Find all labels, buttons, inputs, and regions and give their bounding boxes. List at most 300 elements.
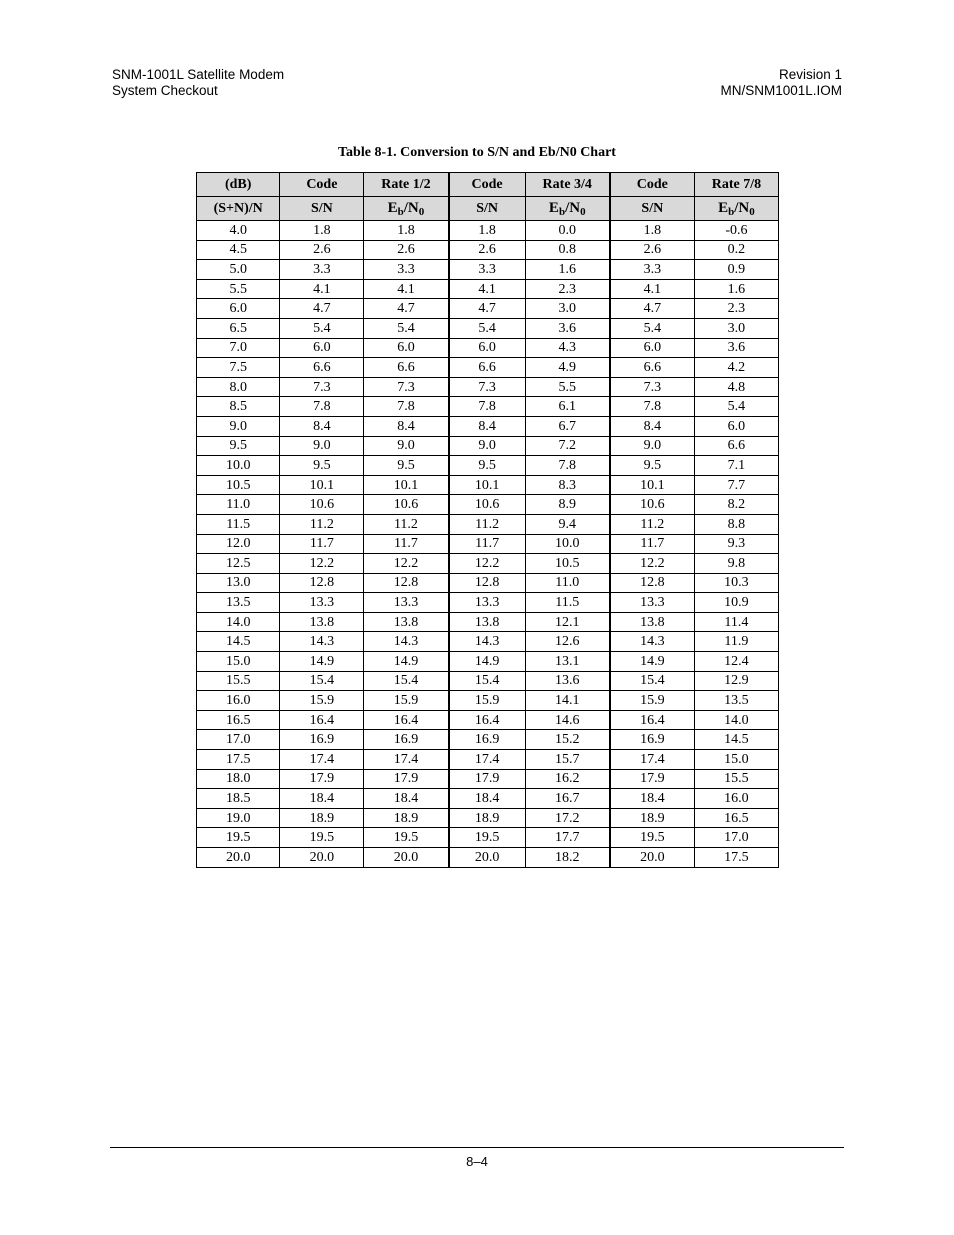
table-cell: 0.8 [525,240,610,260]
table-cell: 6.6 [449,358,526,378]
footer-rule [110,1147,844,1148]
table-cell: 12.8 [610,573,695,593]
table-cell: 12.2 [364,554,449,574]
table-cell: 20.0 [197,848,280,868]
table-cell: 3.3 [364,260,449,280]
header-cell: (dB) [197,173,280,197]
table-cell: 4.7 [610,299,695,319]
table-cell: 1.8 [364,221,449,241]
table-cell: 15.0 [694,750,778,770]
ebn0-e: E [548,199,559,216]
table-body [197,221,779,868]
table-cell: 14.6 [525,710,610,730]
table-row [197,260,779,280]
table-cell: 4.9 [525,358,610,378]
table-cell: 5.4 [610,318,695,338]
table-cell: 20.0 [610,848,695,868]
table-cell: 12.4 [694,652,778,672]
table-cell: 19.5 [449,828,526,848]
table-cell: 9.3 [694,534,778,554]
table-cell: 12.0 [197,534,280,554]
table-row [197,279,779,299]
table-cell: 6.6 [610,358,695,378]
table-cell: 3.3 [280,260,364,280]
table-cell: 7.7 [694,475,778,495]
table-cell: 10.6 [280,495,364,515]
table-cell: 12.8 [364,573,449,593]
table-cell: 2.3 [694,299,778,319]
table-row [197,769,779,789]
table-cell: 13.8 [449,612,526,632]
table-row [197,318,779,338]
chapter-title: System Checkout [112,83,218,98]
table-row [197,593,779,613]
table-cell: 10.3 [694,573,778,593]
table-row [197,358,779,378]
table-row [197,730,779,750]
table-row [197,789,779,809]
header-cell: Rate 1/2 [364,173,449,197]
table-cell: 13.8 [280,612,364,632]
table-cell: 6.7 [525,416,610,436]
table-cell: 17.9 [280,769,364,789]
table-cell: 15.4 [280,671,364,691]
table-cell: 11.2 [610,514,695,534]
table-cell: 19.5 [197,828,280,848]
table-cell: 11.9 [694,632,778,652]
table-cell: 11.0 [197,495,280,515]
table-cell: 14.1 [525,691,610,711]
table-cell: 1.8 [449,221,526,241]
table-cell: 9.0 [364,436,449,456]
table-cell: 2.6 [364,240,449,260]
table-cell: 9.5 [280,456,364,476]
table-cell: 14.3 [364,632,449,652]
table-cell: 14.9 [364,652,449,672]
table-cell: 17.4 [364,750,449,770]
table-cell: 4.1 [364,279,449,299]
table-cell: 20.0 [280,848,364,868]
table-cell: 7.5 [197,358,280,378]
table-cell: 15.4 [364,671,449,691]
table-cell: 0.0 [525,221,610,241]
table-cell: 6.5 [197,318,280,338]
table-cell: 20.0 [364,848,449,868]
header-cell [694,197,778,221]
table-cell: 10.1 [610,475,695,495]
table-cell: 12.9 [694,671,778,691]
ebn0-e: E [387,199,398,216]
table-cell: 8.4 [610,416,695,436]
table-cell: 14.9 [449,652,526,672]
table-cell: 10.6 [610,495,695,515]
table-cell: 8.9 [525,495,610,515]
table-row [197,671,779,691]
table-cell: 15.9 [280,691,364,711]
table-cell: 16.0 [694,789,778,809]
header-cell [525,197,610,221]
header-cell: S/N [449,197,526,221]
table-cell: 11.7 [449,534,526,554]
table-cell: 17.0 [694,828,778,848]
table-cell: 7.8 [364,397,449,417]
table-row [197,456,779,476]
table-cell: 13.0 [197,573,280,593]
table-cell: 17.9 [449,769,526,789]
table-cell: 14.0 [197,612,280,632]
table-cell: 4.7 [280,299,364,319]
table-cell: 2.6 [449,240,526,260]
table-row [197,612,779,632]
table-cell: 18.2 [525,848,610,868]
table-cell: 9.5 [610,456,695,476]
table-row [197,750,779,770]
table-cell: 16.9 [364,730,449,750]
ebn0-sub-b: b [397,205,404,218]
table-cell: 8.4 [364,416,449,436]
header-row-1 [197,173,779,197]
table-cell: 4.7 [364,299,449,319]
table-cell: 17.0 [197,730,280,750]
table-cell: 16.5 [197,710,280,730]
ebn0-sub-0: 0 [749,205,755,218]
header-row-2 [197,197,779,221]
table-cell: 11.7 [610,534,695,554]
table-cell: 18.4 [280,789,364,809]
table-cell: 4.3 [525,338,610,358]
table-cell: 12.8 [280,573,364,593]
table-cell: 8.3 [525,475,610,495]
table-cell: 14.9 [280,652,364,672]
table-cell: 10.1 [449,475,526,495]
table-cell: 15.9 [449,691,526,711]
table-cell: 2.6 [610,240,695,260]
table-cell: 13.8 [364,612,449,632]
table-cell: 14.9 [610,652,695,672]
table-cell: 11.7 [364,534,449,554]
header-cell: Code [610,173,695,197]
table-cell: 17.7 [525,828,610,848]
table-cell: 16.4 [364,710,449,730]
table-cell: 3.6 [694,338,778,358]
table-cell: 6.0 [197,299,280,319]
table-cell: 12.5 [197,554,280,574]
table-row [197,534,779,554]
table-row [197,338,779,358]
table-cell: 1.8 [610,221,695,241]
table-cell: 7.3 [280,377,364,397]
table-row [197,436,779,456]
table-cell: 6.6 [694,436,778,456]
table-cell: 8.4 [280,416,364,436]
table-cell: 14.0 [694,710,778,730]
table-cell: 10.5 [197,475,280,495]
table-cell: 19.5 [280,828,364,848]
table-cell: 5.4 [449,318,526,338]
table-cell: 4.0 [197,221,280,241]
table-cell: 15.0 [197,652,280,672]
table-cell: 15.2 [525,730,610,750]
table-cell: 1.6 [694,279,778,299]
table-cell: 9.8 [694,554,778,574]
table-cell: 0.2 [694,240,778,260]
running-header-left [112,67,284,99]
table-cell: 7.0 [197,338,280,358]
table-row [197,691,779,711]
table-cell: 18.9 [280,808,364,828]
page-number: 8–4 [466,1154,488,1169]
table-row [197,514,779,534]
table-row [197,848,779,868]
table-cell: 11.5 [197,514,280,534]
ebn0-sub-0: 0 [418,205,425,218]
table-cell: 12.2 [449,554,526,574]
table-cell: 3.3 [610,260,695,280]
table-cell: 8.5 [197,397,280,417]
revision-label: Revision 1 [778,67,842,82]
table-cell: 4.1 [449,279,526,299]
table-cell: 16.7 [525,789,610,809]
table-cell: 6.6 [364,358,449,378]
table-cell: 8.4 [449,416,526,436]
table-cell: 17.4 [610,750,695,770]
table-cell: 16.0 [197,691,280,711]
table-cell: 6.0 [364,338,449,358]
table-cell: 5.5 [197,279,280,299]
header-cell: Rate 3/4 [525,173,610,197]
table-cell: 16.4 [449,710,526,730]
table-cell: 18.0 [197,769,280,789]
table-cell: 9.0 [610,436,695,456]
table-cell: 7.8 [280,397,364,417]
table-cell: 18.9 [610,808,695,828]
table-cell: 13.3 [610,593,695,613]
table-cell: 12.2 [280,554,364,574]
table-cell: 9.0 [449,436,526,456]
table-cell: 10.9 [694,593,778,613]
table-cell: 7.8 [610,397,695,417]
table-cell: 15.4 [449,671,526,691]
table-cell: 14.3 [610,632,695,652]
document-number: MN/SNM1001L.IOM [720,83,842,98]
ebn0-sub-b: b [728,205,735,218]
table-row [197,573,779,593]
table-row [197,554,779,574]
table-cell: 6.0 [280,338,364,358]
table-cell: 11.0 [525,573,610,593]
table-cell: 7.8 [449,397,526,417]
table-row [197,240,779,260]
table-cell: 5.4 [280,318,364,338]
table-row [197,475,779,495]
table-cell: 6.6 [280,358,364,378]
table-cell: 12.2 [610,554,695,574]
table-cell: 14.5 [694,730,778,750]
table-cell: 9.5 [449,456,526,476]
table-cell: 10.1 [280,475,364,495]
table-cell: -0.6 [694,221,778,241]
table-cell: 18.4 [610,789,695,809]
table-cell: 8.8 [694,514,778,534]
table-row [197,221,779,241]
table-cell: 10.6 [449,495,526,515]
table-cell: 10.0 [525,534,610,554]
table-cell: 12.6 [525,632,610,652]
table-cell: 19.5 [364,828,449,848]
table-cell: 15.4 [610,671,695,691]
table-cell: 17.9 [610,769,695,789]
table-cell: 9.5 [364,456,449,476]
table-cell: 11.2 [364,514,449,534]
table-cell: 13.1 [525,652,610,672]
table-cell: 7.3 [364,377,449,397]
table-cell: 15.5 [694,769,778,789]
table-cell: 13.6 [525,671,610,691]
table-cell: 5.0 [197,260,280,280]
table-cell: 0.9 [694,260,778,280]
table-cell: 11.2 [280,514,364,534]
ebn0-n: /N [734,199,750,216]
table-cell: 18.9 [449,808,526,828]
ebn0-sub-0: 0 [580,205,586,218]
table-cell: 17.2 [525,808,610,828]
table-cell: 15.9 [364,691,449,711]
table-cell: 18.4 [449,789,526,809]
table-row [197,299,779,319]
table-cell: 9.0 [197,416,280,436]
table-cell: 15.5 [197,671,280,691]
table-cell: 1.8 [280,221,364,241]
table-cell: 3.0 [525,299,610,319]
table-cell: 3.3 [449,260,526,280]
table-cell: 8.0 [197,377,280,397]
table-cell: 14.3 [280,632,364,652]
table-cell: 6.1 [525,397,610,417]
table-cell: 11.2 [449,514,526,534]
table-cell: 7.3 [610,377,695,397]
table-cell: 9.0 [280,436,364,456]
table-cell: 5.4 [364,318,449,338]
header-cell [364,197,449,221]
header-cell: Code [449,173,526,197]
table-cell: 9.5 [197,436,280,456]
table-cell: 12.1 [525,612,610,632]
table-cell: 3.6 [525,318,610,338]
ebn0-n: /N [403,199,419,216]
table-row [197,397,779,417]
table-row [197,632,779,652]
table-cell: 4.1 [610,279,695,299]
table-row [197,416,779,436]
table-cell: 4.8 [694,377,778,397]
table-cell: 6.0 [610,338,695,358]
ebn0-sub-b: b [558,205,566,218]
table-cell: 17.5 [694,848,778,868]
table-row [197,808,779,828]
table-cell: 2.3 [525,279,610,299]
table-cell: 17.4 [280,750,364,770]
table-cell: 3.0 [694,318,778,338]
table-cell: 16.4 [610,710,695,730]
table-cell: 20.0 [449,848,526,868]
table-cell: 7.8 [525,456,610,476]
table-header [197,173,779,221]
table-cell: 19.5 [610,828,695,848]
table-row [197,495,779,515]
header-cell: S/N [280,197,364,221]
table-cell: 14.3 [449,632,526,652]
table-cell: 17.4 [449,750,526,770]
table-cell: 2.6 [280,240,364,260]
running-header-right [720,67,842,99]
table-row [197,652,779,672]
table-cell: 10.0 [197,456,280,476]
table-row [197,377,779,397]
table-cell: 16.4 [280,710,364,730]
header-cell: Rate 7/8 [694,173,778,197]
table-cell: 16.5 [694,808,778,828]
table-cell: 4.7 [449,299,526,319]
table-cell: 1.6 [525,260,610,280]
table-cell: 18.4 [364,789,449,809]
table-cell: 10.1 [364,475,449,495]
table-cell: 4.1 [280,279,364,299]
ebn0-e: E [718,199,729,216]
table-cell: 12.8 [449,573,526,593]
table-cell: 6.0 [694,416,778,436]
table-title: Table 8-1. Conversion to S/N and Eb/N0 Chart [338,145,616,160]
header-cell: Code [280,173,364,197]
table-cell: 11.7 [280,534,364,554]
header-cell: S/N [610,197,695,221]
table-cell: 13.3 [449,593,526,613]
table-cell: 19.0 [197,808,280,828]
table-row [197,828,779,848]
table-cell: 15.9 [610,691,695,711]
conversion-table [196,172,779,868]
table-cell: 7.1 [694,456,778,476]
document-title: SNM-1001L Satellite Modem [112,67,285,82]
table-cell: 16.9 [449,730,526,750]
table-cell: 5.4 [694,397,778,417]
table-cell: 7.3 [449,377,526,397]
header-cell: (S+N)/N [197,197,280,221]
table-cell: 16.2 [525,769,610,789]
table-cell: 4.5 [197,240,280,260]
table-cell: 18.5 [197,789,280,809]
table-cell: 9.4 [525,514,610,534]
table-row [197,710,779,730]
table-cell: 13.3 [280,593,364,613]
table-cell: 6.0 [449,338,526,358]
table-cell: 14.5 [197,632,280,652]
table-cell: 8.2 [694,495,778,515]
table-cell: 18.9 [364,808,449,828]
ebn0-n: /N [565,199,581,216]
table-cell: 17.5 [197,750,280,770]
table-cell: 13.5 [694,691,778,711]
table-cell: 11.4 [694,612,778,632]
table-cell: 7.2 [525,436,610,456]
table-cell: 4.2 [694,358,778,378]
table-cell: 11.5 [525,593,610,613]
table-cell: 10.5 [525,554,610,574]
table-cell: 16.9 [280,730,364,750]
table-cell: 5.5 [525,377,610,397]
table-cell: 16.9 [610,730,695,750]
table-cell: 10.6 [364,495,449,515]
table-cell: 13.5 [197,593,280,613]
